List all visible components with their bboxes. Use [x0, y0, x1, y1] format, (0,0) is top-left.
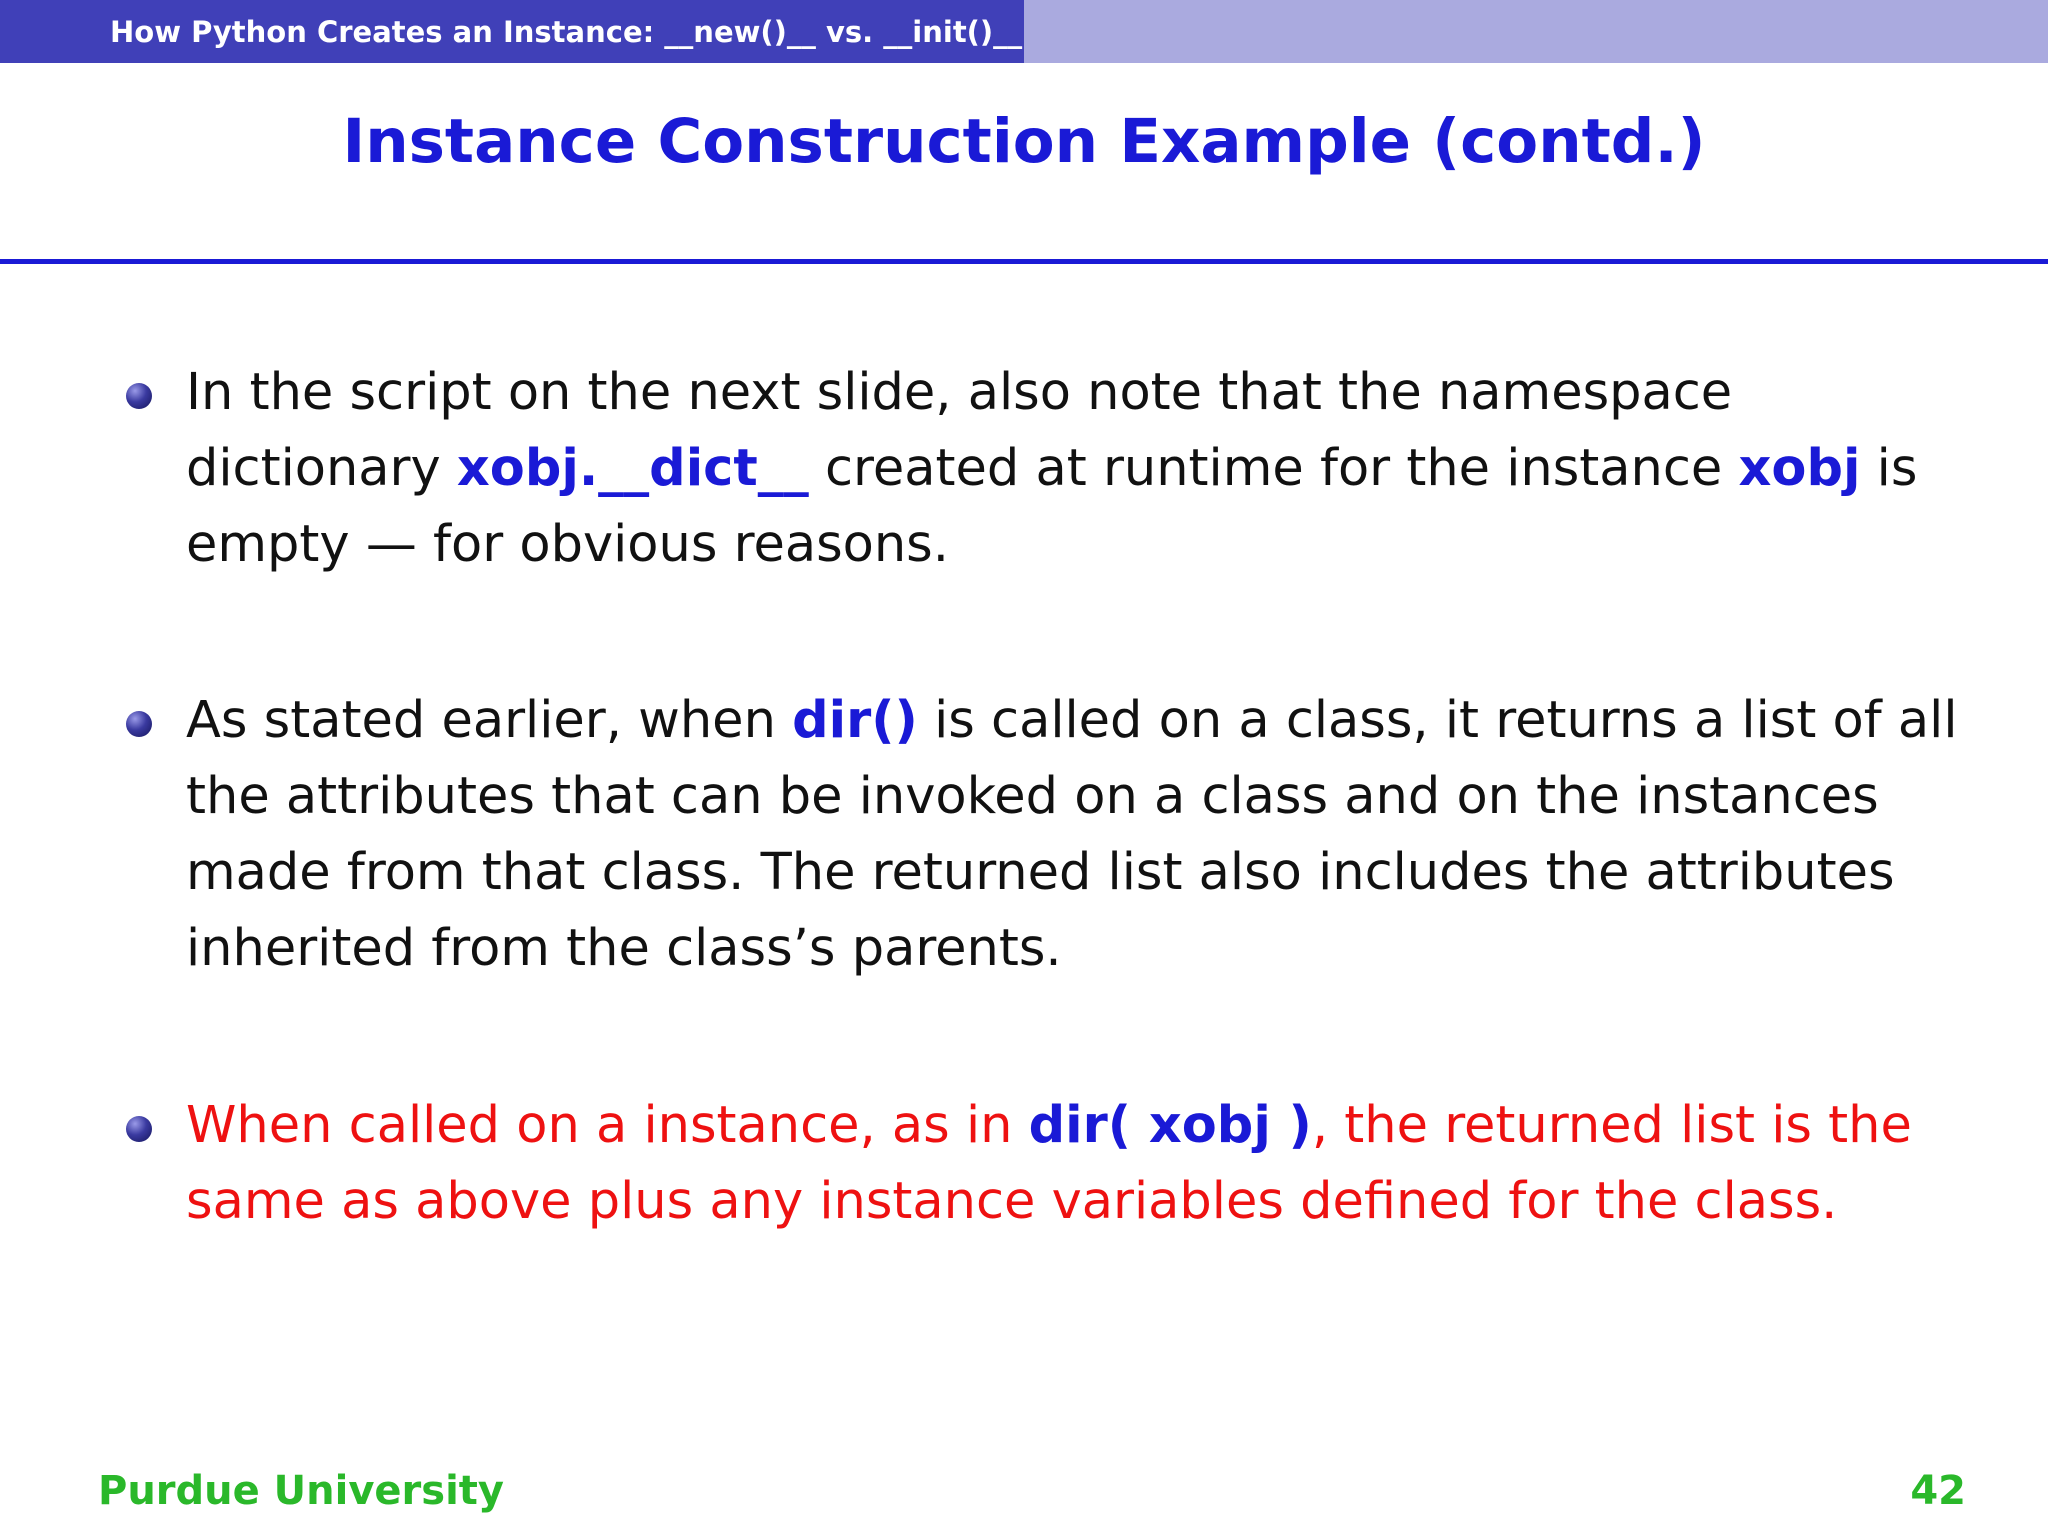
bullet-line [186, 507, 1986, 583]
bullet-line [186, 683, 1986, 759]
text-run: When called on a instance, as in [186, 1096, 1029, 1155]
text-run: empty — for obvious reasons. [186, 515, 949, 574]
text-run: made from that class. The returned list also includes the attributes [186, 843, 1895, 902]
text-run: is [1860, 439, 1918, 498]
header-bar-fill [1024, 0, 2048, 63]
slide-title: Instance Construction Example (contd.) [342, 106, 1706, 177]
bullet-icon [126, 711, 152, 737]
bullet-line [186, 759, 1986, 835]
text-run: same as above plus any instance variables defined for the class. [186, 1172, 1838, 1231]
code-term: dir( xobj ) [1028, 1096, 1312, 1155]
bullet-line [186, 355, 1986, 431]
text-run: In the script on the next slide, also note that the namespace [186, 363, 1733, 422]
bullet-line [186, 1088, 1986, 1164]
section-title: How Python Creates an Instance: __new()__ vs. __init()__ [0, 0, 1024, 63]
text-run: As stated earlier, when [186, 691, 793, 750]
bullet-text [186, 683, 1986, 987]
bullet-line [186, 835, 1986, 911]
bullet-line [186, 911, 1986, 987]
text-run: , the returned list is the [1311, 1096, 1912, 1155]
bullet-icon [126, 383, 152, 409]
code-term: dir() [792, 691, 918, 750]
bullet-line [186, 1164, 1986, 1240]
footer-institution: Purdue University [98, 1468, 504, 1514]
text-run: the attributes that can be invoked on a class and on the instances [186, 767, 1879, 826]
code-term: xobj.__dict__ [456, 439, 809, 498]
bullet-icon [126, 1116, 152, 1142]
title-divider [0, 259, 2048, 264]
text-run: is called on a class, it returns a list of all [917, 691, 1958, 750]
header-bar [0, 0, 2048, 63]
bullet-line [186, 431, 1986, 507]
text-run: dictionary [186, 439, 457, 498]
bullet-text [186, 355, 1986, 583]
code-term: xobj [1738, 439, 1861, 498]
text-run: inherited from the class’s parents. [186, 919, 1062, 978]
bullet-text [186, 1088, 1986, 1240]
text-run: created at runtime for the instance [808, 439, 1739, 498]
page-number: 42 [1910, 1468, 1966, 1514]
